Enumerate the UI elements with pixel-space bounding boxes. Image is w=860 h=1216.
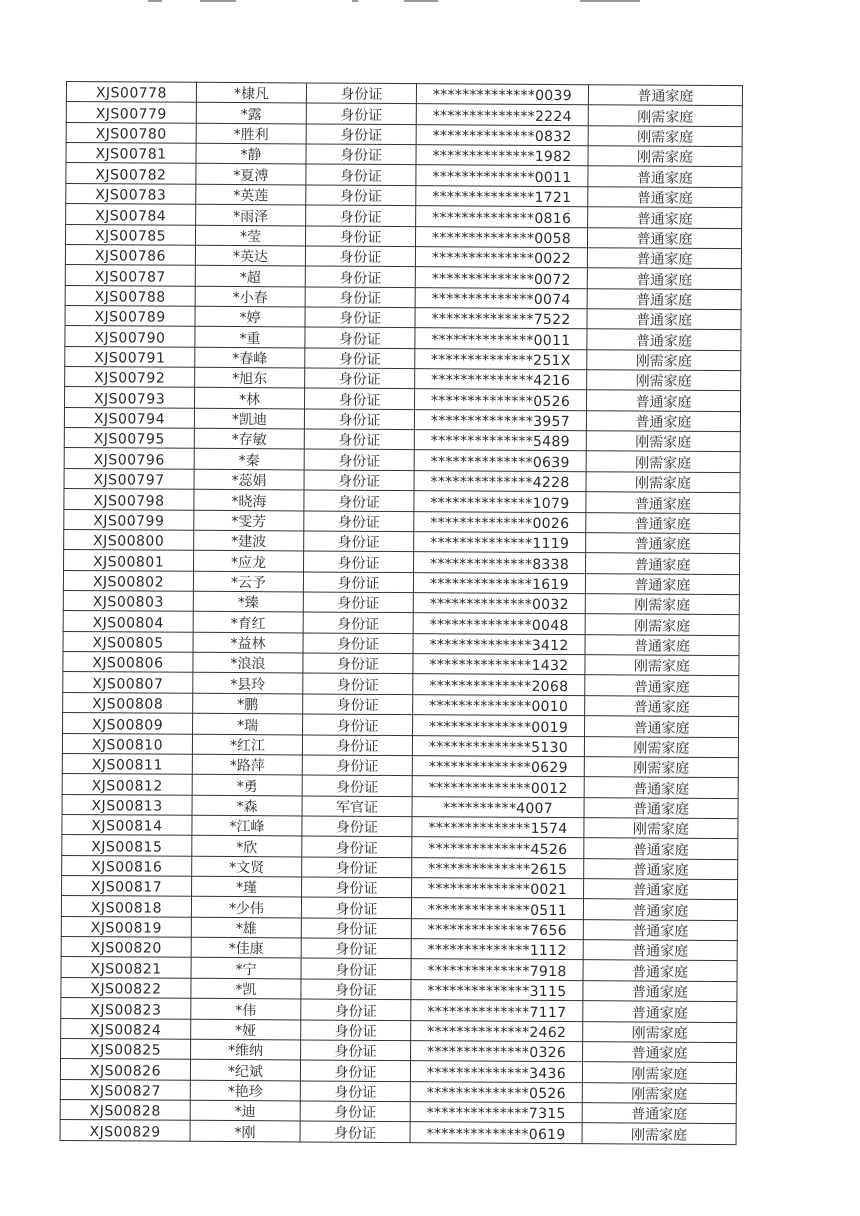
applicant-name-cell: *文贤 <box>192 856 302 877</box>
applicant-name-cell: *莹 <box>195 225 305 246</box>
id-type-cell: 身份证 <box>304 490 414 511</box>
family-type-cell: 普通家庭 <box>587 248 741 269</box>
id-number-cell: **************0072 <box>415 267 587 288</box>
scan-artifact <box>580 0 640 2</box>
id-number-cell: **************2068 <box>413 674 585 695</box>
family-type-cell: 普通家庭 <box>587 309 741 330</box>
id-number-cell: **************0032 <box>413 593 585 614</box>
serial-number-cell: XJS00815 <box>62 835 192 856</box>
id-number-cell: **************3957 <box>414 409 586 430</box>
serial-number-cell: XJS00781 <box>66 143 196 164</box>
serial-number-cell: XJS00820 <box>61 937 191 958</box>
serial-number-cell: XJS00825 <box>61 1038 191 1059</box>
id-type-cell: 身份证 <box>302 755 412 776</box>
id-type-cell: 身份证 <box>303 694 413 715</box>
id-number-cell: **************7117 <box>411 1000 583 1021</box>
id-number-cell: **************4216 <box>415 369 587 390</box>
registry-table <box>60 81 743 1145</box>
id-number-cell: **************1619 <box>413 572 585 593</box>
family-type-cell: 普通家庭 <box>583 1001 737 1022</box>
applicant-name-cell: *臻 <box>193 591 303 612</box>
serial-number-cell: XJS00819 <box>61 916 191 937</box>
id-number-cell: **************0022 <box>415 247 587 268</box>
serial-number-cell: XJS00792 <box>65 367 195 388</box>
family-type-cell: 普通家庭 <box>588 85 742 106</box>
id-number-cell: **************0019 <box>413 715 585 736</box>
family-type-cell: 普通家庭 <box>587 227 741 248</box>
applicant-name-cell: *益林 <box>193 632 303 653</box>
id-type-cell: 身份证 <box>301 938 411 959</box>
family-type-cell: 普通家庭 <box>586 410 740 431</box>
serial-number-cell: XJS00789 <box>65 305 195 326</box>
family-type-cell: 普通家庭 <box>584 797 738 818</box>
id-type-cell: 身份证 <box>306 83 416 104</box>
scan-artifact <box>352 0 358 2</box>
id-type-cell: 身份证 <box>305 307 415 328</box>
id-type-cell: 身份证 <box>304 511 414 532</box>
applicant-name-cell: *纪斌 <box>190 1060 300 1081</box>
serial-number-cell: XJS00807 <box>63 672 193 693</box>
applicant-name-cell: *建波 <box>194 530 304 551</box>
serial-number-cell: XJS00795 <box>64 428 194 449</box>
id-type-cell: 身份证 <box>306 185 416 206</box>
id-number-cell: **************0010 <box>413 694 585 715</box>
id-type-cell: 身份证 <box>306 164 416 185</box>
id-type-cell: 身份证 <box>303 572 413 593</box>
family-type-cell: 普通家庭 <box>584 838 738 859</box>
applicant-name-cell: *雄 <box>191 917 301 938</box>
id-number-cell: **************0058 <box>415 226 587 247</box>
applicant-name-cell: *瑞 <box>193 713 303 734</box>
scan-artifact <box>148 0 162 2</box>
applicant-name-cell: *红江 <box>192 734 302 755</box>
id-type-cell: 身份证 <box>301 1019 411 1040</box>
id-type-cell: 军官证 <box>302 796 412 817</box>
serial-number-cell: XJS00791 <box>65 346 195 367</box>
id-type-cell: 身份证 <box>303 592 413 613</box>
id-number-cell: **************0816 <box>416 206 588 227</box>
id-number-cell: **************5130 <box>412 735 584 756</box>
id-number-cell: **************0629 <box>412 755 584 776</box>
family-type-cell: 普通家庭 <box>586 553 740 574</box>
serial-number-cell: XJS00790 <box>65 326 195 347</box>
id-number-cell: **************0511 <box>411 898 583 919</box>
id-type-cell: 身份证 <box>301 958 411 979</box>
id-type-cell: 身份证 <box>305 348 415 369</box>
id-number-cell: **************1982 <box>416 145 588 166</box>
applicant-name-cell: *重 <box>195 327 305 348</box>
applicant-name-cell: *凯迪 <box>194 408 304 429</box>
family-type-cell: 普通家庭 <box>585 675 739 696</box>
id-type-cell: 身份证 <box>305 287 415 308</box>
id-number-cell: **************3412 <box>413 633 585 654</box>
serial-number-cell: XJS00814 <box>62 814 192 835</box>
family-type-cell: 普通家庭 <box>588 166 742 187</box>
serial-number-cell: XJS00821 <box>61 957 191 978</box>
serial-number-cell: XJS00811 <box>62 753 192 774</box>
id-number-cell: **************4526 <box>412 837 584 858</box>
applicant-name-cell: *露 <box>196 103 306 124</box>
applicant-name-cell: *晓海 <box>194 489 304 510</box>
family-type-cell: 普通家庭 <box>586 390 740 411</box>
id-type-cell: 身份证 <box>304 449 414 470</box>
id-type-cell: 身份证 <box>305 368 415 389</box>
serial-number-cell: XJS00803 <box>63 590 193 611</box>
table-row <box>60 1120 736 1144</box>
serial-number-cell: XJS00804 <box>63 611 193 632</box>
family-type-cell: 普通家庭 <box>584 777 738 798</box>
id-number-cell: **************0326 <box>411 1041 583 1062</box>
family-type-cell: 刚需家庭 <box>588 146 742 167</box>
serial-number-cell: XJS00778 <box>66 82 196 103</box>
applicant-name-cell: *浪浪 <box>193 652 303 673</box>
family-type-cell: 刚需家庭 <box>582 1123 736 1144</box>
serial-number-cell: XJS00799 <box>64 509 194 530</box>
id-number-cell: **************2224 <box>416 104 588 125</box>
id-type-cell: 身份证 <box>306 144 416 165</box>
id-type-cell: 身份证 <box>302 775 412 796</box>
id-type-cell: 身份证 <box>303 612 413 633</box>
id-type-cell: 身份证 <box>303 673 413 694</box>
applicant-name-cell: *艳珍 <box>190 1080 300 1101</box>
id-number-cell: **************3115 <box>411 979 583 1000</box>
family-type-cell: 普通家庭 <box>583 899 737 920</box>
id-number-cell: **************0011 <box>416 165 588 186</box>
family-type-cell: 刚需家庭 <box>583 1021 737 1042</box>
applicant-name-cell: *春峰 <box>195 347 305 368</box>
applicant-name-cell: *育红 <box>193 612 303 633</box>
applicant-name-cell: *小春 <box>195 286 305 307</box>
serial-number-cell: XJS00796 <box>64 448 194 469</box>
applicant-name-cell: *江峰 <box>192 815 302 836</box>
applicant-name-cell: *存敏 <box>194 428 304 449</box>
id-type-cell: 身份证 <box>303 714 413 735</box>
family-type-cell: 刚需家庭 <box>582 1082 736 1103</box>
id-type-cell: 身份证 <box>304 531 414 552</box>
serial-number-cell: XJS00780 <box>66 122 196 143</box>
serial-number-cell: XJS00798 <box>64 489 194 510</box>
applicant-name-cell: *静 <box>196 143 306 164</box>
family-type-cell: 刚需家庭 <box>584 818 738 839</box>
id-type-cell: 身份证 <box>306 205 416 226</box>
id-type-cell: 身份证 <box>301 999 411 1020</box>
applicant-name-cell: *英达 <box>195 245 305 266</box>
id-number-cell: **************0012 <box>412 776 584 797</box>
family-type-cell: 刚需家庭 <box>588 125 742 146</box>
id-type-cell: 身份证 <box>302 836 412 857</box>
family-type-cell: 刚需家庭 <box>585 614 739 635</box>
id-number-cell: **************1432 <box>413 654 585 675</box>
id-type-cell: 身份证 <box>300 1060 410 1081</box>
serial-number-cell: XJS00788 <box>65 285 195 306</box>
id-number-cell: **************0832 <box>416 124 588 145</box>
id-number-cell: **************7656 <box>411 918 583 939</box>
applicant-name-cell: *凯 <box>191 978 301 999</box>
applicant-name-cell: *应龙 <box>194 551 304 572</box>
applicant-name-cell: *旭东 <box>195 367 305 388</box>
id-type-cell: 身份证 <box>303 633 413 654</box>
id-type-cell: 身份证 <box>305 246 415 267</box>
id-type-cell: 身份证 <box>304 470 414 491</box>
id-number-cell: **************1119 <box>414 532 586 553</box>
id-type-cell: 身份证 <box>301 918 411 939</box>
id-number-cell: **************8338 <box>414 552 586 573</box>
id-number-cell: **************0619 <box>410 1122 582 1143</box>
family-type-cell: 普通家庭 <box>586 533 740 554</box>
serial-number-cell: XJS00810 <box>62 733 192 754</box>
registry-table-container <box>60 81 742 1145</box>
family-type-cell: 普通家庭 <box>583 960 737 981</box>
applicant-name-cell: *鹏 <box>193 693 303 714</box>
family-type-cell: 刚需家庭 <box>587 349 741 370</box>
registry-table-body <box>60 82 742 1145</box>
applicant-name-cell: *欣 <box>192 836 302 857</box>
id-type-cell: 身份证 <box>302 877 412 898</box>
id-type-cell: 身份证 <box>300 1081 410 1102</box>
family-type-cell: 普通家庭 <box>587 288 741 309</box>
id-number-cell: **************5489 <box>414 430 586 451</box>
family-type-cell: 普通家庭 <box>583 1042 737 1063</box>
serial-number-cell: XJS00794 <box>64 407 194 428</box>
applicant-name-cell: *超 <box>195 266 305 287</box>
serial-number-cell: XJS00808 <box>63 692 193 713</box>
id-type-cell: 身份证 <box>302 816 412 837</box>
scan-artifact <box>404 0 438 2</box>
family-type-cell: 普通家庭 <box>583 919 737 940</box>
serial-number-cell: XJS00787 <box>65 265 195 286</box>
applicant-name-cell: *迪 <box>190 1100 300 1121</box>
serial-number-cell: XJS00816 <box>62 855 192 876</box>
serial-number-cell: XJS00809 <box>63 713 193 734</box>
family-type-cell: 普通家庭 <box>585 695 739 716</box>
applicant-name-cell: *蕊娟 <box>194 469 304 490</box>
serial-number-cell: XJS00827 <box>60 1079 190 1100</box>
applicant-name-cell: *英莲 <box>196 184 306 205</box>
id-number-cell: **************0039 <box>416 84 588 105</box>
serial-number-cell: XJS00797 <box>64 468 194 489</box>
id-type-cell: 身份证 <box>301 979 411 1000</box>
family-type-cell: 普通家庭 <box>585 573 739 594</box>
id-type-cell: 身份证 <box>301 897 411 918</box>
id-number-cell: **************7315 <box>410 1102 582 1123</box>
id-number-cell: **************4228 <box>414 470 586 491</box>
applicant-name-cell: *云予 <box>193 571 303 592</box>
serial-number-cell: XJS00829 <box>60 1120 190 1141</box>
serial-number-cell: XJS00782 <box>66 163 196 184</box>
family-type-cell: 普通家庭 <box>588 207 742 228</box>
scan-artifact <box>200 0 236 2</box>
id-number-cell: **************3436 <box>410 1061 582 1082</box>
id-type-cell: 身份证 <box>301 1040 411 1061</box>
id-number-cell: **************1079 <box>414 491 586 512</box>
family-type-cell: 刚需家庭 <box>586 472 740 493</box>
id-type-cell: 身份证 <box>300 1121 410 1142</box>
id-type-cell: 身份证 <box>303 653 413 674</box>
serial-number-cell: XJS00828 <box>60 1099 190 1120</box>
id-number-cell: **************0074 <box>415 287 587 308</box>
applicant-name-cell: *娅 <box>191 1019 301 1040</box>
id-type-cell: 身份证 <box>306 124 416 145</box>
serial-number-cell: XJS00824 <box>61 1018 191 1039</box>
serial-number-cell: XJS00818 <box>61 896 191 917</box>
id-number-cell: **************2615 <box>412 857 584 878</box>
serial-number-cell: XJS00805 <box>63 631 193 652</box>
id-type-cell: 身份证 <box>305 266 415 287</box>
id-type-cell: 身份证 <box>302 857 412 878</box>
applicant-name-cell: *少伟 <box>191 897 301 918</box>
family-type-cell: 普通家庭 <box>585 716 739 737</box>
serial-number-cell: XJS00806 <box>63 652 193 673</box>
applicant-name-cell: *雯芳 <box>194 510 304 531</box>
id-type-cell: 身份证 <box>300 1101 410 1122</box>
serial-number-cell: XJS00786 <box>65 244 195 265</box>
applicant-name-cell: *勇 <box>192 775 302 796</box>
id-type-cell: 身份证 <box>305 327 415 348</box>
id-number-cell: **************0526 <box>415 389 587 410</box>
serial-number-cell: XJS00802 <box>63 570 193 591</box>
id-type-cell: 身份证 <box>305 225 415 246</box>
applicant-name-cell: *维纳 <box>191 1039 301 1060</box>
applicant-name-cell: *伟 <box>191 998 301 1019</box>
family-type-cell: 刚需家庭 <box>584 757 738 778</box>
serial-number-cell: XJS00826 <box>60 1059 190 1080</box>
applicant-name-cell: *婷 <box>195 306 305 327</box>
serial-number-cell: XJS00822 <box>61 977 191 998</box>
applicant-name-cell: *瑾 <box>192 876 302 897</box>
family-type-cell: 普通家庭 <box>586 512 740 533</box>
family-type-cell: 刚需家庭 <box>582 1062 736 1083</box>
serial-number-cell: XJS00812 <box>62 774 192 795</box>
id-number-cell: **************1721 <box>416 185 588 206</box>
family-type-cell: 普通家庭 <box>583 940 737 961</box>
family-type-cell: 普通家庭 <box>583 980 737 1001</box>
serial-number-cell: XJS00801 <box>64 550 194 571</box>
applicant-name-cell: *宁 <box>191 958 301 979</box>
serial-number-cell: XJS00793 <box>65 387 195 408</box>
family-type-cell: 刚需家庭 <box>585 655 739 676</box>
id-number-cell: **************7522 <box>415 308 587 329</box>
applicant-name-cell: *林 <box>195 388 305 409</box>
id-type-cell: 身份证 <box>304 429 414 450</box>
family-type-cell: 普通家庭 <box>585 634 739 655</box>
id-number-cell: **************1574 <box>412 817 584 838</box>
family-type-cell: 刚需家庭 <box>586 451 740 472</box>
applicant-name-cell: *县玲 <box>193 673 303 694</box>
family-type-cell: 普通家庭 <box>584 879 738 900</box>
applicant-name-cell: *森 <box>192 795 302 816</box>
id-type-cell: 身份证 <box>306 103 416 124</box>
id-type-cell: 身份证 <box>302 734 412 755</box>
family-type-cell: 刚需家庭 <box>586 431 740 452</box>
id-number-cell: **********4007 <box>412 796 584 817</box>
applicant-name-cell: *雨泽 <box>196 204 306 225</box>
id-number-cell: **************0048 <box>413 613 585 634</box>
serial-number-cell: XJS00800 <box>64 529 194 550</box>
applicant-name-cell: *刚 <box>190 1121 300 1142</box>
family-type-cell: 普通家庭 <box>587 268 741 289</box>
applicant-name-cell: *秦 <box>194 449 304 470</box>
id-number-cell: **************0011 <box>415 328 587 349</box>
family-type-cell: 普通家庭 <box>584 858 738 879</box>
serial-number-cell: XJS00817 <box>62 876 192 897</box>
id-type-cell: 身份证 <box>304 409 414 430</box>
applicant-name-cell: *棣凡 <box>196 82 306 103</box>
id-number-cell: **************2462 <box>411 1020 583 1041</box>
family-type-cell: 普通家庭 <box>588 186 742 207</box>
id-number-cell: **************7918 <box>411 959 583 980</box>
serial-number-cell: XJS00783 <box>66 183 196 204</box>
id-number-cell: **************0026 <box>414 511 586 532</box>
family-type-cell: 普通家庭 <box>587 329 741 350</box>
applicant-name-cell: *佳康 <box>191 937 301 958</box>
applicant-name-cell: *路萍 <box>192 754 302 775</box>
family-type-cell: 刚需家庭 <box>584 736 738 757</box>
family-type-cell: 刚需家庭 <box>588 105 742 126</box>
applicant-name-cell: *胜利 <box>196 123 306 144</box>
serial-number-cell: XJS00813 <box>62 794 192 815</box>
serial-number-cell: XJS00823 <box>61 998 191 1019</box>
id-number-cell: **************1112 <box>411 939 583 960</box>
family-type-cell: 普通家庭 <box>582 1103 736 1124</box>
id-type-cell: 身份证 <box>304 551 414 572</box>
id-number-cell: **************0021 <box>412 878 584 899</box>
id-number-cell: **************251X <box>415 348 587 369</box>
id-number-cell: **************0639 <box>414 450 586 471</box>
family-type-cell: 刚需家庭 <box>587 370 741 391</box>
id-type-cell: 身份证 <box>305 388 415 409</box>
serial-number-cell: XJS00784 <box>66 204 196 225</box>
family-type-cell: 普通家庭 <box>586 492 740 513</box>
serial-number-cell: XJS00779 <box>66 102 196 123</box>
applicant-name-cell: *夏溥 <box>196 164 306 185</box>
serial-number-cell: XJS00785 <box>66 224 196 245</box>
family-type-cell: 刚需家庭 <box>585 594 739 615</box>
id-number-cell: **************0526 <box>410 1081 582 1102</box>
